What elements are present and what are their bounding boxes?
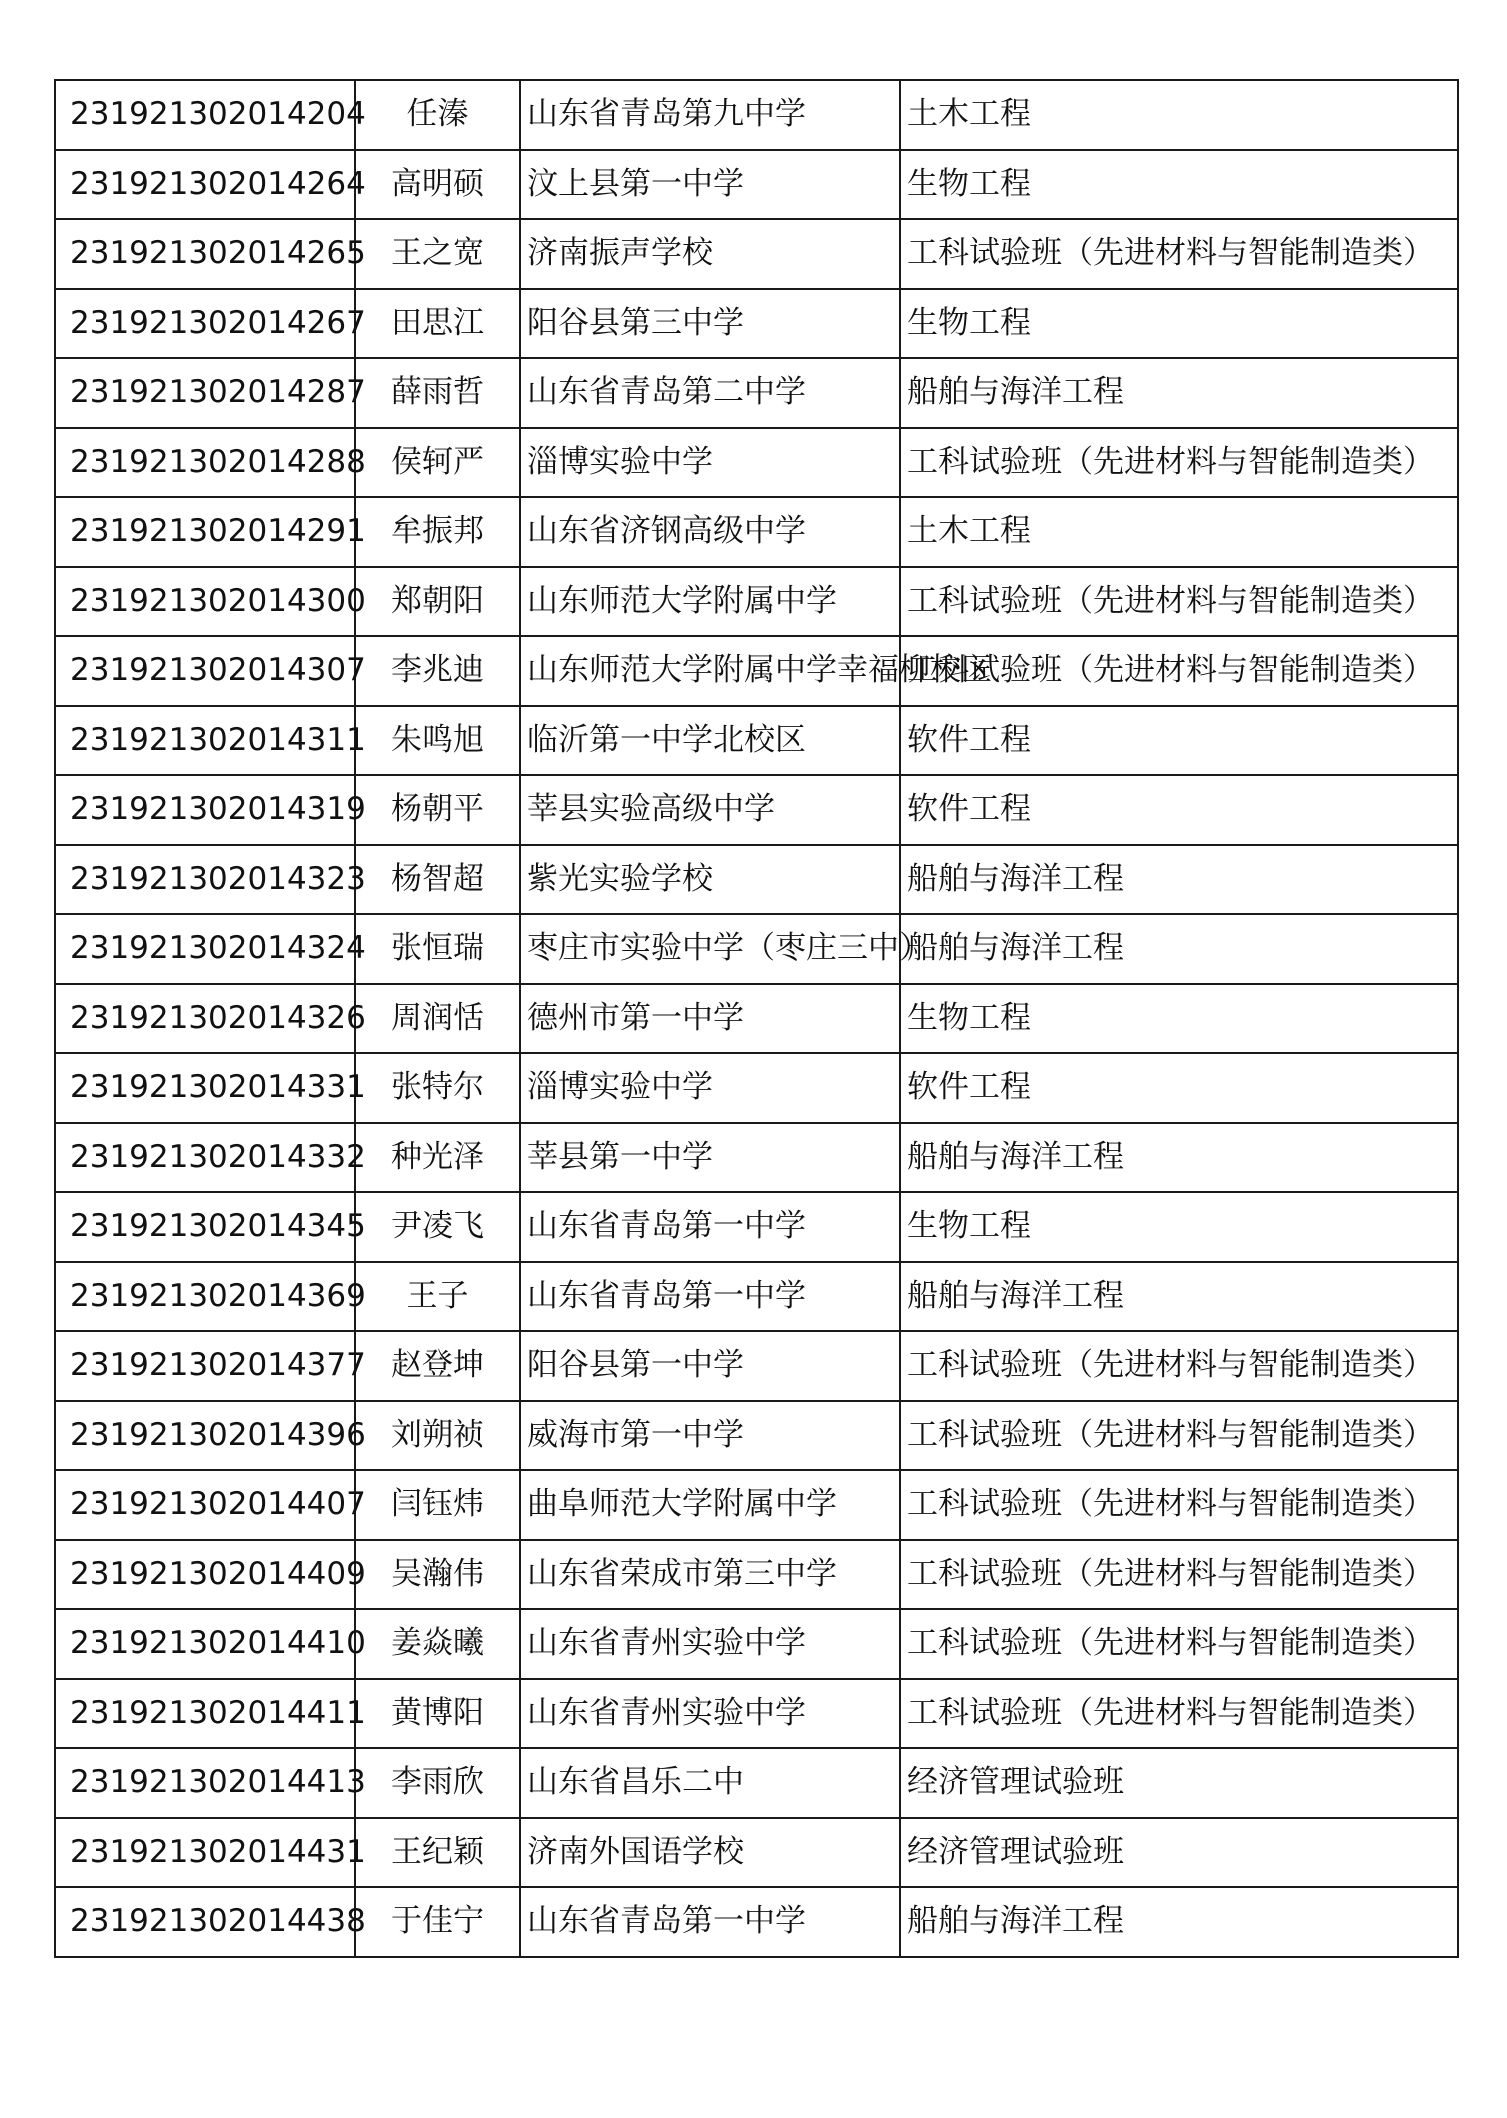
student-name-cell: 薛雨哲 <box>355 358 520 428</box>
table-row <box>55 1331 1458 1401</box>
student-name-cell: 王纪颖 <box>355 1818 520 1888</box>
candidate-id-cell: 231921302014407 <box>55 1470 355 1540</box>
table-row <box>55 775 1458 845</box>
school-cell: 阳谷县第一中学 <box>520 1331 900 1401</box>
candidate-id-cell: 231921302014307 <box>55 636 355 706</box>
student-name-cell: 王之宽 <box>355 219 520 289</box>
table-row <box>55 1609 1458 1679</box>
student-name-cell: 黄博阳 <box>355 1679 520 1749</box>
student-name-cell: 张恒瑞 <box>355 914 520 984</box>
student-name-cell: 于佳宁 <box>355 1887 520 1957</box>
candidate-id-cell: 231921302014287 <box>55 358 355 428</box>
student-name-cell: 李兆迪 <box>355 636 520 706</box>
school-cell: 紫光实验学校 <box>520 845 900 915</box>
table-row <box>55 80 1458 150</box>
school-cell: 莘县第一中学 <box>520 1123 900 1193</box>
major-cell: 工科试验班（先进材料与智能制造类） <box>900 1540 1458 1610</box>
major-cell: 生物工程 <box>900 150 1458 220</box>
major-cell: 船舶与海洋工程 <box>900 358 1458 428</box>
student-name-cell: 高明硕 <box>355 150 520 220</box>
candidate-id-cell: 231921302014300 <box>55 567 355 637</box>
student-name-cell: 杨智超 <box>355 845 520 915</box>
major-cell: 船舶与海洋工程 <box>900 845 1458 915</box>
major-cell: 工科试验班（先进材料与智能制造类） <box>900 636 1458 706</box>
candidate-id-cell: 231921302014264 <box>55 150 355 220</box>
table-row <box>55 1470 1458 1540</box>
student-name-cell: 尹凌飞 <box>355 1192 520 1262</box>
major-cell: 船舶与海洋工程 <box>900 1887 1458 1957</box>
table-row <box>55 1818 1458 1888</box>
major-cell: 船舶与海洋工程 <box>900 1262 1458 1332</box>
school-cell: 德州市第一中学 <box>520 984 900 1054</box>
candidate-id-cell: 231921302014431 <box>55 1818 355 1888</box>
candidate-id-cell: 231921302014265 <box>55 219 355 289</box>
table-row <box>55 1679 1458 1749</box>
table-row <box>55 1123 1458 1193</box>
table-row <box>55 706 1458 776</box>
school-cell: 枣庄市实验中学（枣庄三中） <box>520 914 900 984</box>
candidate-id-cell: 231921302014326 <box>55 984 355 1054</box>
school-cell: 山东省青岛第九中学 <box>520 80 900 150</box>
major-cell: 船舶与海洋工程 <box>900 914 1458 984</box>
major-cell: 工科试验班（先进材料与智能制造类） <box>900 1679 1458 1749</box>
school-cell: 威海市第一中学 <box>520 1401 900 1471</box>
table-row <box>55 845 1458 915</box>
school-cell: 山东师范大学附属中学 <box>520 567 900 637</box>
candidate-id-cell: 231921302014410 <box>55 1609 355 1679</box>
table-row <box>55 219 1458 289</box>
candidate-id-cell: 231921302014204 <box>55 80 355 150</box>
school-cell: 山东省青岛第一中学 <box>520 1262 900 1332</box>
school-cell: 临沂第一中学北校区 <box>520 706 900 776</box>
candidate-id-cell: 231921302014396 <box>55 1401 355 1471</box>
candidate-id-cell: 231921302014411 <box>55 1679 355 1749</box>
student-name-cell: 王子 <box>355 1262 520 1332</box>
school-cell: 济南振声学校 <box>520 219 900 289</box>
major-cell: 工科试验班（先进材料与智能制造类） <box>900 428 1458 498</box>
table-row <box>55 358 1458 428</box>
school-cell: 济南外国语学校 <box>520 1818 900 1888</box>
admission-table <box>54 79 1459 1958</box>
student-name-cell: 田思江 <box>355 289 520 359</box>
school-cell: 山东省青岛第一中学 <box>520 1192 900 1262</box>
school-cell: 阳谷县第三中学 <box>520 289 900 359</box>
student-name-cell: 张特尔 <box>355 1053 520 1123</box>
table-row <box>55 1401 1458 1471</box>
candidate-id-cell: 231921302014267 <box>55 289 355 359</box>
candidate-id-cell: 231921302014413 <box>55 1748 355 1818</box>
student-name-cell: 任溱 <box>355 80 520 150</box>
student-name-cell: 李雨欣 <box>355 1748 520 1818</box>
major-cell: 工科试验班（先进材料与智能制造类） <box>900 219 1458 289</box>
student-name-cell: 周润恬 <box>355 984 520 1054</box>
school-cell: 曲阜师范大学附属中学 <box>520 1470 900 1540</box>
major-cell: 软件工程 <box>900 706 1458 776</box>
major-cell: 土木工程 <box>900 497 1458 567</box>
table-row <box>55 914 1458 984</box>
table-row <box>55 428 1458 498</box>
school-cell: 山东省青州实验中学 <box>520 1609 900 1679</box>
student-name-cell: 闫钰炜 <box>355 1470 520 1540</box>
school-cell: 淄博实验中学 <box>520 428 900 498</box>
candidate-id-cell: 231921302014291 <box>55 497 355 567</box>
student-name-cell: 刘朔祯 <box>355 1401 520 1471</box>
student-name-cell: 郑朝阳 <box>355 567 520 637</box>
table-row <box>55 984 1458 1054</box>
table-row <box>55 289 1458 359</box>
major-cell: 工科试验班（先进材料与智能制造类） <box>900 1609 1458 1679</box>
table-row <box>55 150 1458 220</box>
school-cell: 山东省青岛第一中学 <box>520 1887 900 1957</box>
candidate-id-cell: 231921302014438 <box>55 1887 355 1957</box>
candidate-id-cell: 231921302014324 <box>55 914 355 984</box>
school-cell: 山东省济钢高级中学 <box>520 497 900 567</box>
major-cell: 土木工程 <box>900 80 1458 150</box>
table-row <box>55 1887 1458 1957</box>
school-cell: 山东省荣成市第三中学 <box>520 1540 900 1610</box>
candidate-id-cell: 231921302014331 <box>55 1053 355 1123</box>
major-cell: 工科试验班（先进材料与智能制造类） <box>900 1470 1458 1540</box>
table-row <box>55 1262 1458 1332</box>
student-name-cell: 侯轲严 <box>355 428 520 498</box>
table-row <box>55 1053 1458 1123</box>
candidate-id-cell: 231921302014377 <box>55 1331 355 1401</box>
student-name-cell: 朱鸣旭 <box>355 706 520 776</box>
table-row <box>55 497 1458 567</box>
school-cell: 山东省昌乐二中 <box>520 1748 900 1818</box>
major-cell: 生物工程 <box>900 289 1458 359</box>
school-cell: 山东省青州实验中学 <box>520 1679 900 1749</box>
table-row <box>55 567 1458 637</box>
table-row <box>55 1192 1458 1262</box>
major-cell: 生物工程 <box>900 1192 1458 1262</box>
major-cell: 软件工程 <box>900 775 1458 845</box>
table-row <box>55 1748 1458 1818</box>
school-cell: 莘县实验高级中学 <box>520 775 900 845</box>
student-name-cell: 姜焱曦 <box>355 1609 520 1679</box>
school-cell: 汶上县第一中学 <box>520 150 900 220</box>
student-name-cell: 种光泽 <box>355 1123 520 1193</box>
student-name-cell: 吴瀚伟 <box>355 1540 520 1610</box>
school-cell: 山东省青岛第二中学 <box>520 358 900 428</box>
major-cell: 经济管理试验班 <box>900 1748 1458 1818</box>
table-row <box>55 636 1458 706</box>
major-cell: 工科试验班（先进材料与智能制造类） <box>900 1331 1458 1401</box>
table-row <box>55 1540 1458 1610</box>
student-name-cell: 赵登坤 <box>355 1331 520 1401</box>
school-cell: 淄博实验中学 <box>520 1053 900 1123</box>
candidate-id-cell: 231921302014332 <box>55 1123 355 1193</box>
school-cell: 山东师范大学附属中学幸福柳校区 <box>520 636 900 706</box>
candidate-id-cell: 231921302014319 <box>55 775 355 845</box>
candidate-id-cell: 231921302014288 <box>55 428 355 498</box>
major-cell: 经济管理试验班 <box>900 1818 1458 1888</box>
major-cell: 软件工程 <box>900 1053 1458 1123</box>
candidate-id-cell: 231921302014409 <box>55 1540 355 1610</box>
candidate-id-cell: 231921302014311 <box>55 706 355 776</box>
major-cell: 生物工程 <box>900 984 1458 1054</box>
major-cell: 工科试验班（先进材料与智能制造类） <box>900 1401 1458 1471</box>
major-cell: 工科试验班（先进材料与智能制造类） <box>900 567 1458 637</box>
candidate-id-cell: 231921302014369 <box>55 1262 355 1332</box>
candidate-id-cell: 231921302014323 <box>55 845 355 915</box>
major-cell: 船舶与海洋工程 <box>900 1123 1458 1193</box>
candidate-id-cell: 231921302014345 <box>55 1192 355 1262</box>
student-name-cell: 牟振邦 <box>355 497 520 567</box>
admission-table-body <box>55 80 1458 1957</box>
student-name-cell: 杨朝平 <box>355 775 520 845</box>
